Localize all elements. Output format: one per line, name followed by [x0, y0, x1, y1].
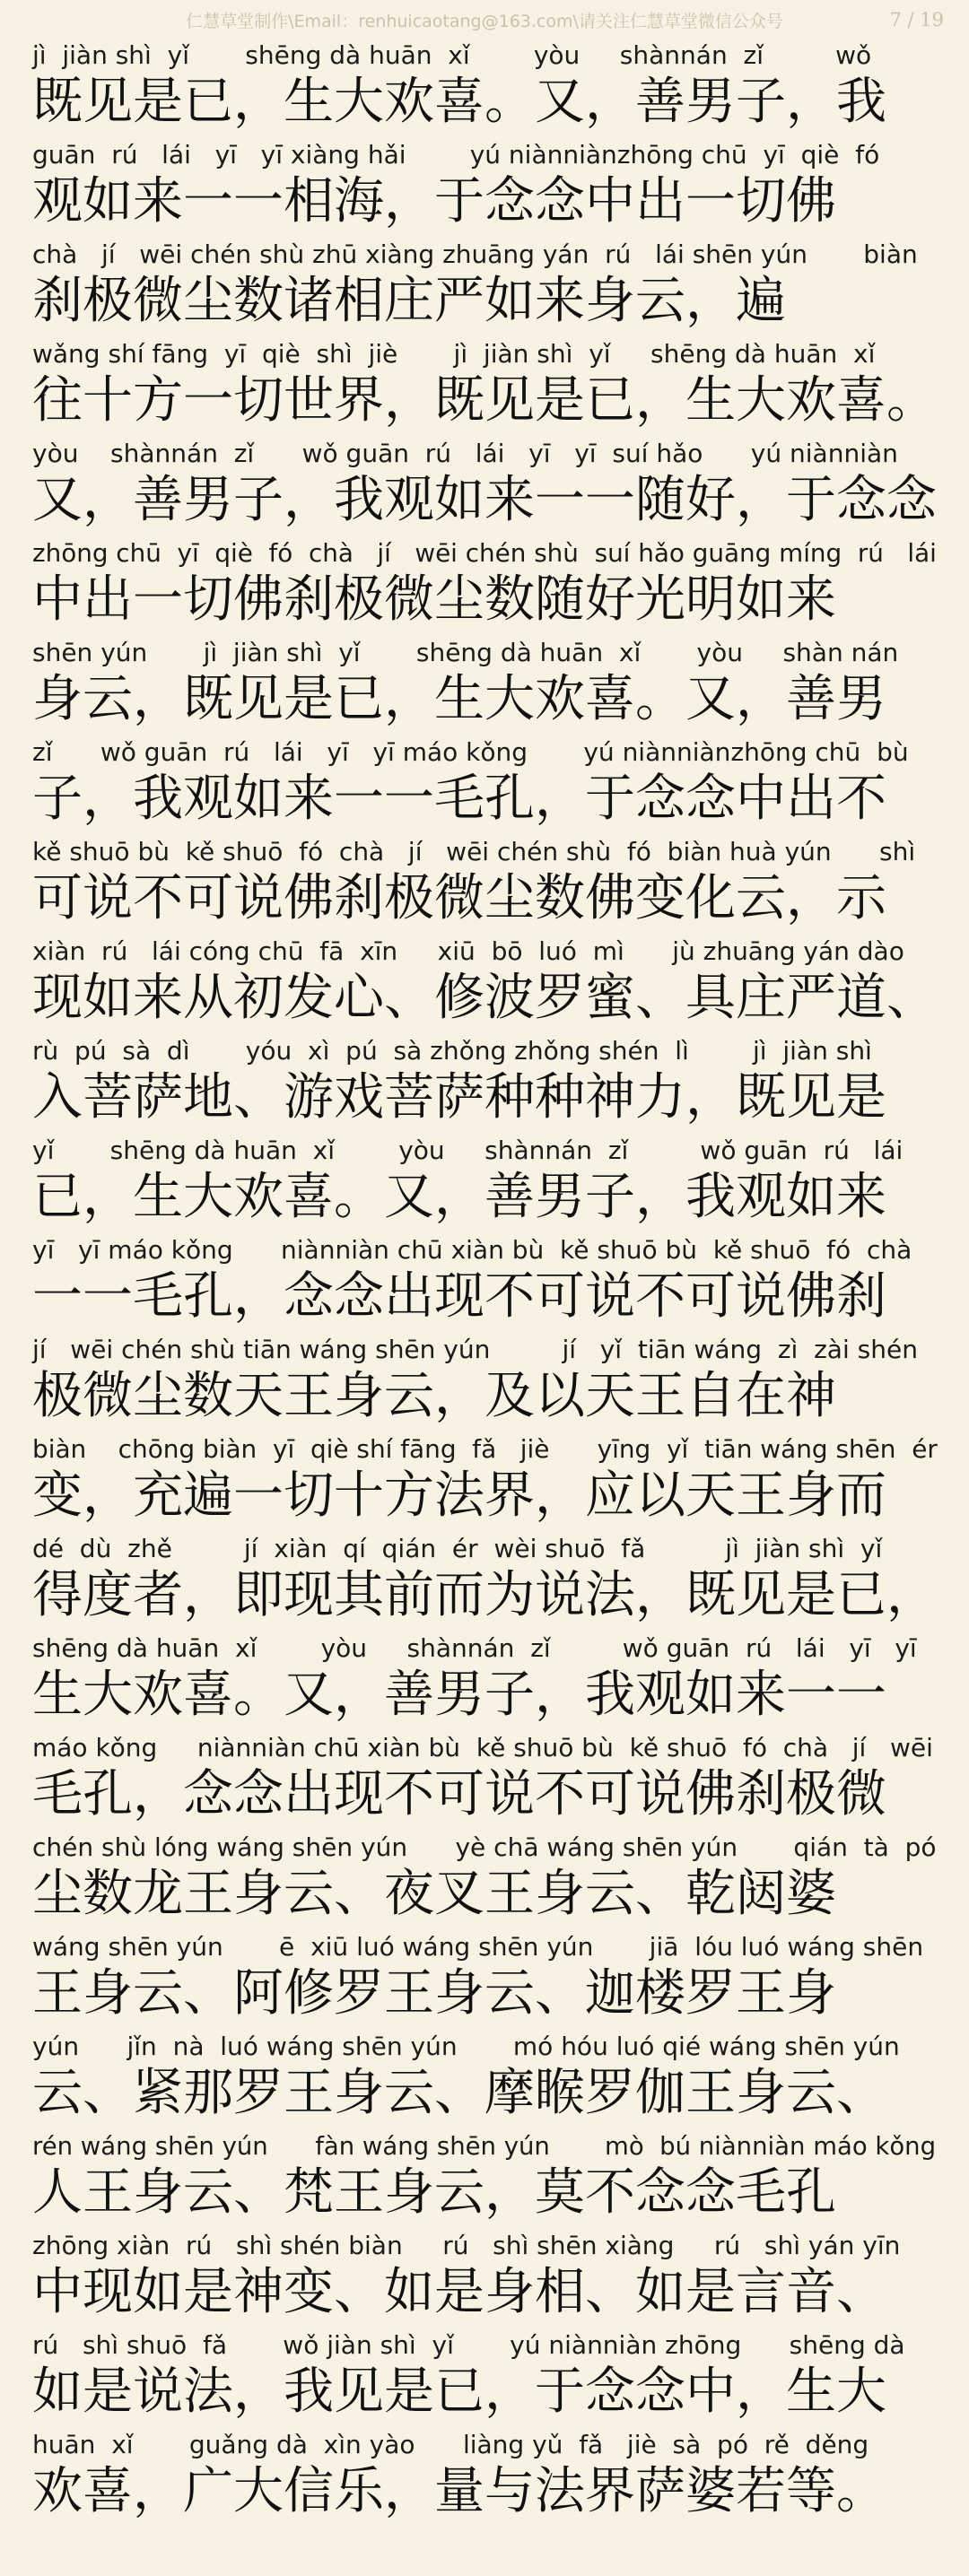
hanzi-line: 云、紧那罗王身云、摩睺罗伽王身云、: [32, 2064, 886, 2122]
pinyin-line: yòu shànnán zǐ wǒ guān rú lái yī yī suí hǎo yú niànniàn: [32, 439, 898, 468]
text-line: [0, 2429, 969, 2528]
text-line: [0, 1035, 969, 1135]
pinyin-line: zǐ wǒ guān rú lái yī yī máo kǒng yú niànniànzhōng chū bù: [32, 737, 909, 767]
hanzi-line: 观如来一一相海，于念念中出一切佛: [32, 172, 836, 231]
hanzi-line: 变，充遍一切十方法界，应以天王身而: [32, 1466, 886, 1525]
text-line: [0, 2031, 969, 2130]
text-line: [0, 438, 969, 537]
hanzi-line: 极微尘数天王身云，及以天王自在神: [32, 1367, 836, 1425]
text-line: [0, 836, 969, 936]
pinyin-line: dé dù zhě jí xiàn qí qián ér wèi shuō fǎ jì jiàn shì yǐ: [32, 1534, 883, 1563]
text-line: [0, 637, 969, 736]
text-line: [0, 1533, 969, 1632]
header: [0, 0, 969, 39]
hanzi-line: 欢喜，广大信乐，量与法界萨婆若等。: [32, 2462, 886, 2520]
hanzi-line: 既见是已，生大欢喜。又，善男子，我: [32, 73, 886, 131]
hanzi-line: 往十方一切世界，既见是已，生大欢喜。: [32, 371, 937, 430]
hanzi-line: 中现如是神变、如是身相、如是言音、: [32, 2263, 886, 2321]
pinyin-line: kě shuō bù kě shuō fó chà jí wēi chén shù fó biàn huà yún shì: [32, 837, 916, 866]
pinyin-line: yún jǐn nà luó wáng shēn yún mó hóu luó qié wáng shēn yún: [32, 2032, 900, 2061]
hanzi-line: 可说不可说佛刹极微尘数佛变化云，示: [32, 869, 886, 927]
text-line: [0, 338, 969, 438]
pinyin-line: wáng shēn yún ē xiū luó wáng shēn yún jiā lóu luó wáng shēn: [32, 1932, 924, 1962]
hanzi-line: 现如来从初发心、修波罗蜜、具庄严道、: [32, 969, 937, 1027]
pinyin-line: xiàn rú lái cóng chū fā xīn xiū bō luó mì jù zhuāng yán dào: [32, 936, 904, 966]
pinyin-line: jì jiàn shì yǐ shēng dà huān xǐ yòu shànnán zǐ wǒ: [32, 40, 872, 70]
pinyin-line: zhōng xiàn rú shì shén biàn rú shì shēn xiàng rú shì yán yīn: [32, 2231, 901, 2260]
hanzi-line: 入菩萨地、游戏菩萨种种神力，既见是: [32, 1068, 886, 1127]
text-line: [0, 239, 969, 338]
text-line: [0, 139, 969, 239]
hanzi-line: 王身云、阿修罗王身云、迦楼罗王身: [32, 1964, 836, 2023]
hanzi-line: 如是说法，我见是已，于念念中，生大: [32, 2363, 886, 2421]
hanzi-line: 刹极微尘数诸相庄严如来身云，遍: [32, 272, 786, 330]
text-line: [0, 1135, 969, 1234]
pinyin-line: rù pú sà dì yóu xì pú sà zhǒng zhǒng shén lì jì jiàn shì: [32, 1036, 872, 1066]
text-line: [0, 1334, 969, 1433]
text-line: [0, 1732, 969, 1832]
hanzi-line: 又，善男子，我观如来一一随好，于念念: [32, 471, 937, 529]
pinyin-line: yǐ shēng dà huān xǐ yòu shànnán zǐ wǒ guān rú lái: [32, 1136, 904, 1165]
pinyin-line: chén shù lóng wáng shēn yún yè chā wáng shēn yún qián tà pó: [32, 1832, 937, 1862]
hanzi-line: 已，生大欢喜。又，善男子，我观如来: [32, 1168, 886, 1226]
pinyin-line: jí wēi chén shù tiān wáng shēn yún jí yǐ tiān wáng zì zài shén: [32, 1335, 918, 1364]
text-line: [0, 1832, 969, 1931]
hanzi-line: 身云，既见是已，生大欢喜。又，善男: [32, 670, 886, 728]
pinyin-line: máo kǒng niànniàn chū xiàn bù kě shuō bù kě shuō fó chà jí wēi: [32, 1733, 933, 1762]
hanzi-line: 毛孔，念念出现不可说不可说佛刹极微: [32, 1765, 886, 1823]
hanzi-line: 得度者，即现其前而为说法，既见是已，: [32, 1566, 937, 1624]
hanzi-line: 中出一切佛刹极微尘数随好光明如来: [32, 570, 836, 629]
hanzi-line: 尘数龙王身云、夜叉王身云、乾闼婆: [32, 1865, 836, 1923]
text-line: [0, 1632, 969, 1732]
hanzi-line: 人王身云、梵王身云，莫不念念毛孔: [32, 2163, 836, 2222]
pinyin-line: zhōng chū yī qiè fó chà jí wēi chén shù suí hǎo guāng míng rú lái: [32, 538, 937, 568]
pinyin-line: yī yī máo kǒng niànniàn chū xiàn bù kě shuō bù kě shuō fó chà: [32, 1235, 912, 1265]
sutra-text-body: [0, 39, 969, 2528]
pinyin-line: rén wáng shēn yún fàn wáng shēn yún mò bú niànniàn máo kǒng: [32, 2132, 937, 2161]
text-line: [0, 1931, 969, 2031]
pinyin-line: biàn chōng biàn yī qiè shí fāng fǎ jiè yīng yǐ tiān wáng shēn ér: [32, 1434, 938, 1464]
hanzi-line: 子，我观如来一一毛孔，于念念中出不: [32, 770, 886, 828]
text-line: [0, 39, 969, 139]
pinyin-line: shēn yún jì jiàn shì yǐ shēng dà huān xǐ yòu shàn nán: [32, 638, 899, 667]
text-line: [0, 2329, 969, 2429]
hanzi-line: 生大欢喜。又，善男子，我观如来一一: [32, 1666, 886, 1724]
pinyin-line: huān xǐ guǎng dà xìn yào liàng yǔ fǎ jiè sà pó rě děng: [32, 2430, 869, 2459]
text-line: [0, 2130, 969, 2230]
pinyin-line: chà jí wēi chén shù zhū xiàng zhuāng yán rú lái shēn yún biàn: [32, 239, 918, 269]
hanzi-line: 一一毛孔，念念出现不可说不可说佛刹: [32, 1267, 886, 1326]
pinyin-line: rú shì shuō fǎ wǒ jiàn shì yǐ yú niànniàn zhōng shēng dà: [32, 2330, 905, 2360]
text-line: [0, 1234, 969, 1334]
text-line: [0, 537, 969, 637]
pinyin-line: guān rú lái yī yī xiàng hǎi yú niànniànzhōng chū yī qiè fó: [32, 140, 880, 170]
pinyin-line: wǎng shí fāng yī qiè shì jiè jì jiàn shì yǐ shēng dà huān xǐ: [32, 339, 876, 369]
pinyin-line: shēng dà huān xǐ yòu shànnán zǐ wǒ guān rú lái yī yī: [32, 1633, 917, 1663]
text-line: [0, 736, 969, 836]
text-line: [0, 936, 969, 1035]
text-line: [0, 2230, 969, 2329]
page-indicator: 7 / 19: [889, 9, 944, 30]
watermark-text: 仁慧草堂制作\Email：renhuicaotang@163.com\请关注仁慧草堂微信公众号: [186, 11, 783, 31]
text-line: [0, 1433, 969, 1533]
